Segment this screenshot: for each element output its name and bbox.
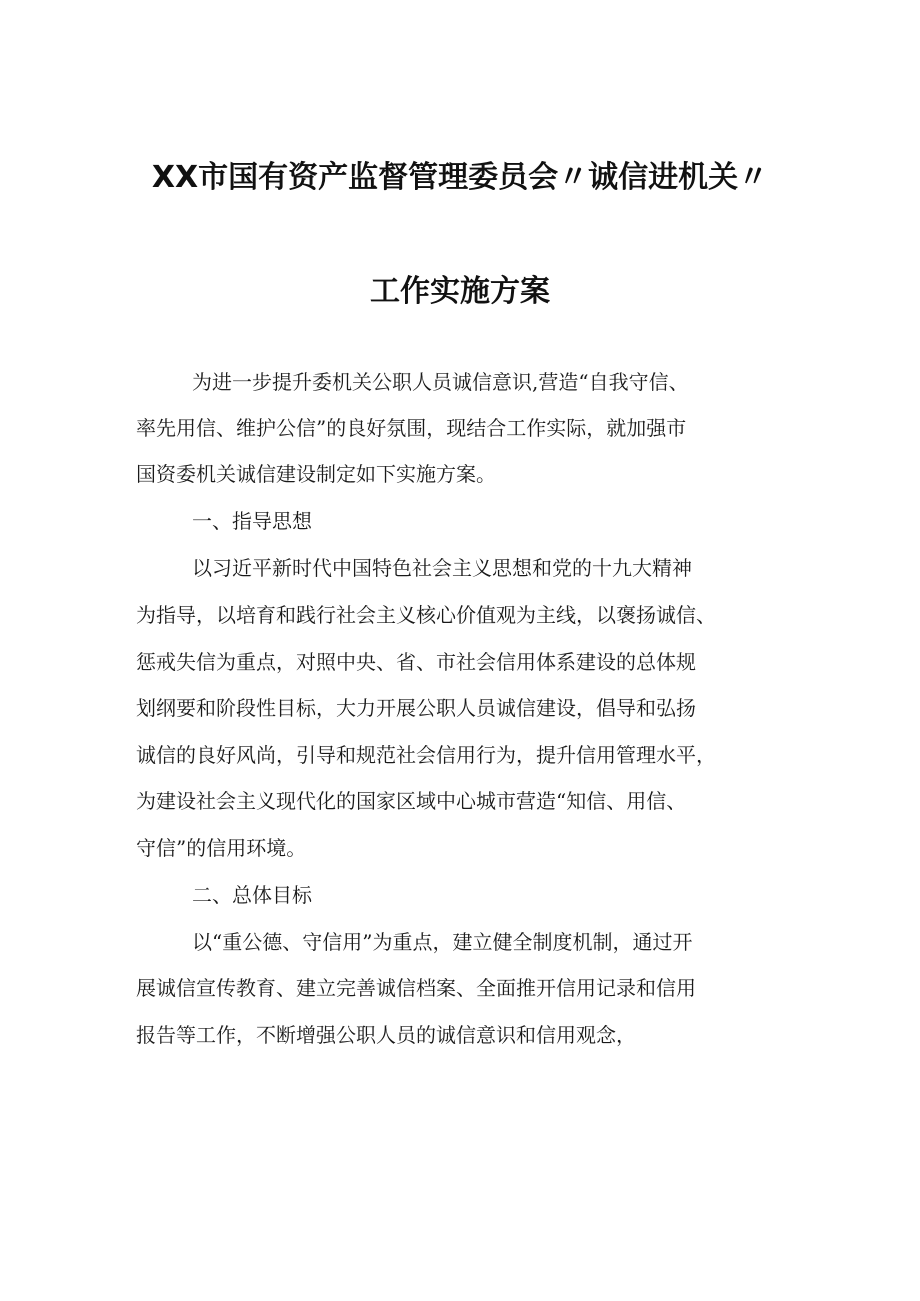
section2-line-1: 以“重公德、守信用”为重点，建立健全制度机制，通过开	[192, 930, 693, 954]
section1-line-7: 守信”的信用环境。	[136, 836, 307, 860]
section2-heading: 二、总体目标	[192, 883, 312, 907]
section1-line-6: 为建设社会主义现代化的国家区域中心城市营造“知信、用信、	[136, 789, 687, 813]
section1-line-1: 以习近平新时代中国特色社会主义思想和党的十九大精神	[192, 556, 692, 580]
document-title-line-2: 工作实施方案	[370, 274, 550, 309]
section1-line-4: 划纲要和阶段性目标，大力开展公职人员诚信建设，倡导和弘扬	[136, 696, 696, 720]
section2-line-3: 报告等工作，不断增强公职人员的诚信意识和信用观念，	[136, 1023, 636, 1047]
intro-line-3: 国资委机关诚信建设制定如下实施方案。	[136, 462, 496, 486]
section2-line-2: 展诚信宣传教育、建立完善诚信档案、全面推开信用记录和信用	[136, 976, 696, 1000]
section1-line-2: 为指导，以培育和践行社会主义核心价值观为主线，以褒扬诚信、	[136, 603, 716, 627]
section1-line-5: 诚信的良好风尚，引导和规范社会信用行为，提升信用管理水平，	[136, 743, 716, 767]
section1-line-3: 惩戒失信为重点，对照中央、省、市社会信用体系建设的总体规	[136, 650, 696, 674]
intro-line-2: 率先用信、维护公信”的良好氛围，现结合工作实际，就加强市	[136, 416, 687, 440]
intro-line-1: 为进一步提升委机关公职人员诚信意识,营造“自我守信、	[192, 370, 689, 394]
document-title-line-1: XX市国有资产监督管理委员会〃诚信进机关〃	[151, 160, 769, 195]
section1-heading: 一、指导思想	[192, 509, 312, 533]
